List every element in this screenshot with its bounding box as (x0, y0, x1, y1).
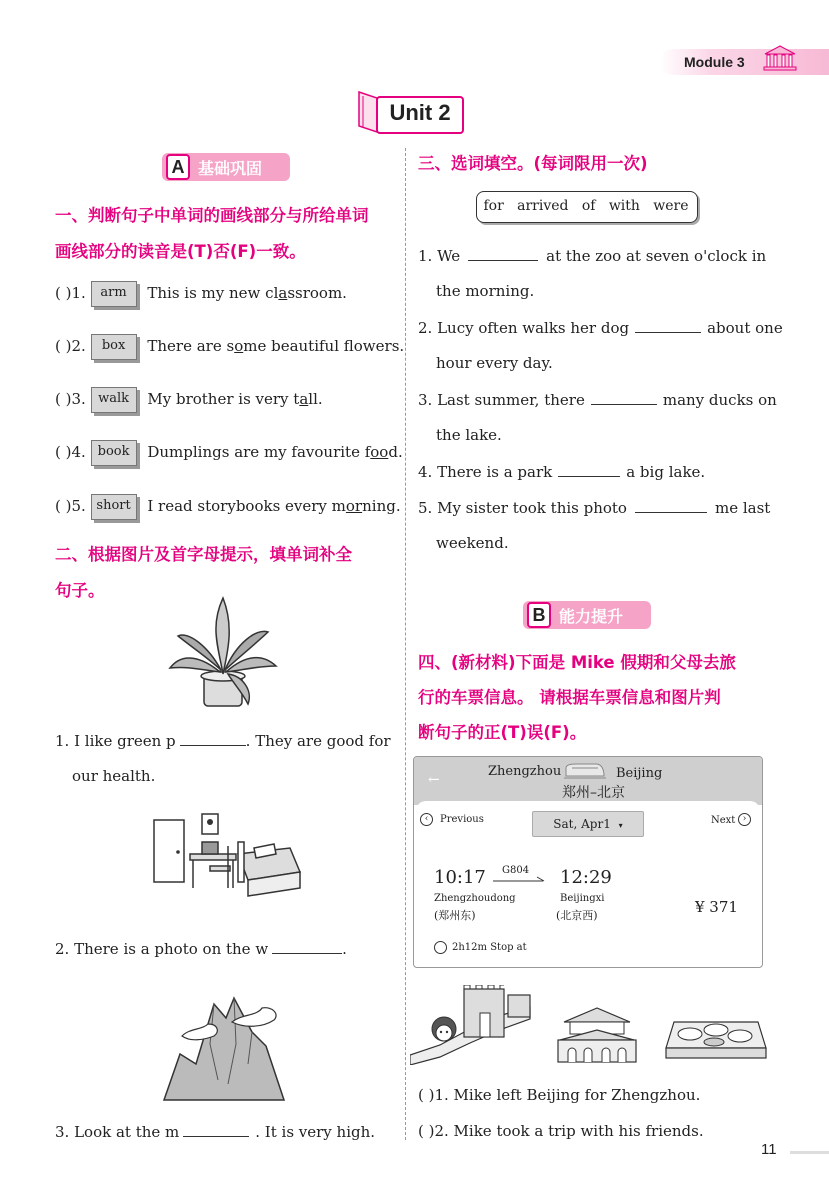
list-item: ( )4. book Dumplings are my favourite food. (55, 440, 403, 466)
section-a-letter: A (166, 154, 190, 180)
part2-question-1-cont: our health. (72, 767, 156, 785)
page-number: 11 (761, 1141, 777, 1158)
part2-heading-line1: 二、根据图片及首字母提示，填单词补全 (55, 545, 352, 564)
tiananmen-picture (554, 1006, 640, 1064)
part1-heading-line1: 一、判断句子中单词的画线部分与所给单词 (55, 206, 369, 225)
answer-blank[interactable] (635, 498, 707, 513)
building-icon (762, 44, 798, 72)
arrow-icon (493, 876, 547, 884)
part3-question-3: 3. Last summer, there many ducks on (418, 391, 777, 409)
date-selector[interactable] (532, 811, 644, 837)
depart-time: 10:17 (434, 867, 486, 888)
part3-question-1-cont: the morning. (436, 282, 535, 300)
plant-picture (168, 596, 278, 711)
answer-blank[interactable] (635, 318, 701, 333)
part4-question-2: ( )2. Mike took a trip with his friends. (418, 1122, 704, 1140)
food-table-picture (664, 1014, 768, 1064)
part4-question-1: ( )1. Mike left Beijing for Zhengzhou. (418, 1086, 701, 1104)
list-item: ( )3. walk My brother is very tall. (55, 387, 323, 413)
part3-question-2-cont: hour every day. (436, 354, 553, 372)
previous-icon[interactable]: ‹ (420, 813, 433, 826)
unit-title: Unit 2 (389, 100, 451, 125)
answer-blank[interactable] (180, 731, 246, 746)
word-card: box (91, 334, 137, 360)
part2-question-2: 2. There is a photo on the w . (55, 940, 347, 958)
part1-heading-line2: 画线部分的读音是(T)否(F)一致。 (55, 242, 306, 261)
train-icon (562, 762, 606, 780)
list-item: ( )2. box There are some beautiful flowers. (55, 334, 404, 360)
previous-button[interactable]: Previous (440, 814, 484, 825)
part3-question-1: 1. We at the zoo at seven o'clock in (418, 247, 767, 265)
part2-heading-line2: 句子。 (55, 581, 105, 600)
item-number: ( )3. (55, 390, 86, 408)
ticket-from: Zhengzhou (488, 764, 562, 779)
ticket-price: ¥ 371 (695, 898, 738, 916)
item-number: ( )5. (55, 497, 86, 515)
depart-station: Zhengzhoudong (434, 893, 516, 904)
part3-question-5-cont: weekend. (436, 534, 509, 552)
list-item: ( )5. short I read storybooks every morning. (55, 494, 401, 520)
depart-station-cn: (郑州东) (434, 909, 476, 922)
answer-blank[interactable] (183, 1122, 249, 1137)
date-label: Sat, Apr1 (553, 817, 611, 831)
section-b-title: 能力提升 (559, 607, 624, 626)
word-card: short (91, 494, 137, 520)
chevron-down-icon: ▾ (618, 821, 623, 830)
part3-question-4: 4. There is a park a big lake. (418, 463, 706, 481)
bedroom-picture (150, 808, 302, 898)
mountain-picture (162, 984, 286, 1102)
word-card: book (91, 440, 137, 466)
part3-question-5: 5. My sister took this photo me last (418, 499, 771, 517)
part2-question-1: 1. I like green p . They are good for (55, 732, 391, 750)
answer-blank[interactable] (468, 246, 538, 261)
list-item: ( )1. arm This is my new classroom. (55, 281, 347, 307)
answer-blank[interactable] (272, 939, 342, 954)
great-wall-picture (410, 985, 532, 1065)
part4-heading-line3: 断句子的正(T)误(F)。 (418, 723, 587, 742)
part3-question-3-cont: the lake. (436, 426, 502, 444)
section-b-badge (523, 601, 651, 629)
part4-heading-line2: 行的车票信息。 请根据车票信息和图片判 (418, 688, 721, 707)
arrive-station: Beijingxi (560, 893, 605, 904)
ticket-to: Beijing (616, 766, 663, 781)
section-b-letter: B (527, 602, 551, 628)
arrive-station-cn: (北京西) (556, 909, 598, 922)
next-icon[interactable]: › (738, 813, 751, 826)
arrive-time: 12:29 (560, 867, 612, 888)
section-a-title: 基础巩固 (198, 159, 263, 178)
item-number: ( )1. (55, 284, 86, 302)
back-arrow-icon[interactable]: ← (428, 772, 440, 788)
item-number: ( )4. (55, 443, 86, 461)
ticket-route-cn: 郑州–北京 (562, 785, 625, 801)
word-card: arm (91, 281, 137, 307)
answer-blank[interactable] (558, 462, 620, 477)
column-divider (405, 148, 406, 1140)
word-bank-words: for arrived of with were (483, 198, 689, 214)
answer-blank[interactable] (591, 390, 657, 405)
section-a-badge (162, 153, 290, 181)
part3-heading: 三、选词填空。(每词限用一次) (418, 154, 648, 173)
item-number: ( )2. (55, 337, 86, 355)
part2-question-3: 3. Look at the m . It is very high. (55, 1123, 376, 1141)
ticket-duration: 2h12m Stop at (452, 942, 527, 953)
page-number-rule (790, 1151, 829, 1154)
next-button[interactable]: Next (711, 815, 736, 826)
part4-heading-line1: 四、(新材料)下面是 Mike 假期和父母去旅 (418, 653, 736, 672)
part3-question-2: 2. Lucy often walks her dog about one (418, 319, 783, 337)
module-label: Module 3 (684, 54, 745, 70)
word-card: walk (91, 387, 137, 413)
train-number: G804 (502, 865, 530, 876)
clock-icon (434, 941, 447, 954)
